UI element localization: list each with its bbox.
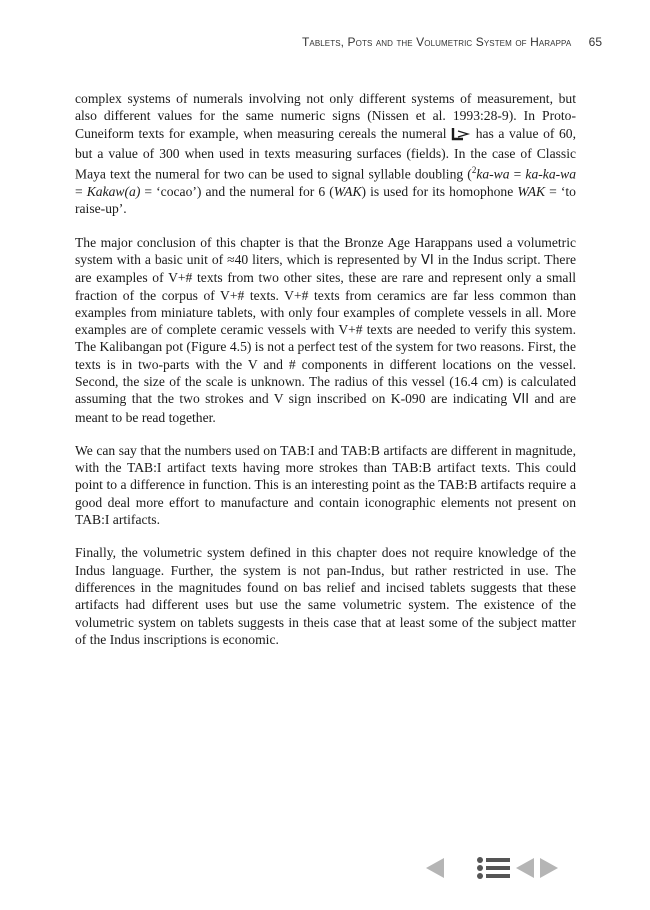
running-title: Tablets, Pots and the Volumetric System of Harappa (301, 35, 572, 49)
paragraph-1: complex systems of numerals involving not only different systems of measurement, but also different values for the same numeric signs (Nissen et al. 1993:28-9). In Proto-Cuneiform texts for example, when measuring cereals the numeral has a value of 60, but a value of 300 when used in texts measuring surfaces (fields). In the case of Classic Maya text the numeral for two can be used to signal syllable doubling ($^2$ka-wa = ka-ka-wa = Kakaw(a) = ‘cocao’) and the numeral for 6 (WAK) is used for its homophone WAK = ‘to raise-up’. (75, 91, 577, 217)
paragraph-3: We can say that the numbers used on TAB:I and TAB:B artifacts are different in magnitude, with the TAB:I artifact texts having more strokes than TAB:B artifact texts. This could point to a difference in function. This is an interesting point as the TAB:B artifacts require a good deal more effort to manufacture and contain iconographic elements not present on TAB:I artifacts. (75, 442, 576, 528)
first-page-icon[interactable] (424, 856, 446, 880)
body-text (75, 90, 576, 664)
page-navigation (424, 856, 564, 880)
paragraph-2: The major conclusion of this chapter is that the Bronze Age Harappans used a volumetric system with a basic unit of ≈40 liters, which is represented by VI in the Indus script. There are examples of V+# texts from two other sites, these are rare and represent only a small fraction of the corpus of V+# texts. V+# texts from ceramics are far less common than examples from miniature tablets, with only four examples of complete vessels in all. More examples are of complete ceramic vessels with V+# texts are needed to verify this system. The Kalibangan pot (Figure 4.5) is not a perfect test of the system for two reasons. First, the texts is in two-parts with the V and # components in different locations on the vessel. Second, the size of the scale is unknown. The radius of this vessel (16.4 cm) is calculated assuming that the two strokes and V sign inscribed on K-090 are indicating VII and are meant to be read together. (75, 234, 577, 425)
page-number: 65 (588, 35, 602, 49)
indus-sign-vii: VII (512, 392, 530, 408)
indus-sign-vi: VI (421, 252, 434, 268)
previous-page-icon[interactable] (514, 856, 536, 880)
contents-list-icon[interactable] (476, 856, 512, 880)
cuneiform-numeral-icon (451, 127, 471, 145)
running-header (0, 35, 602, 49)
paragraph-4: Finally, the volumetric system defined in this chapter does not require knowledge of the Indus language. Further, the system is not pan-Indus, but rather restricted in use. The differences in the magnitudes found on bas relief and incised tablets suggests that these artifacts had different uses but use the same volumetric system. The existence of the volumetric system on tablets suggests in theis case that at least some of the subject matter of the Indus inscriptions is economic. (75, 545, 576, 647)
next-page-icon[interactable] (538, 856, 560, 880)
